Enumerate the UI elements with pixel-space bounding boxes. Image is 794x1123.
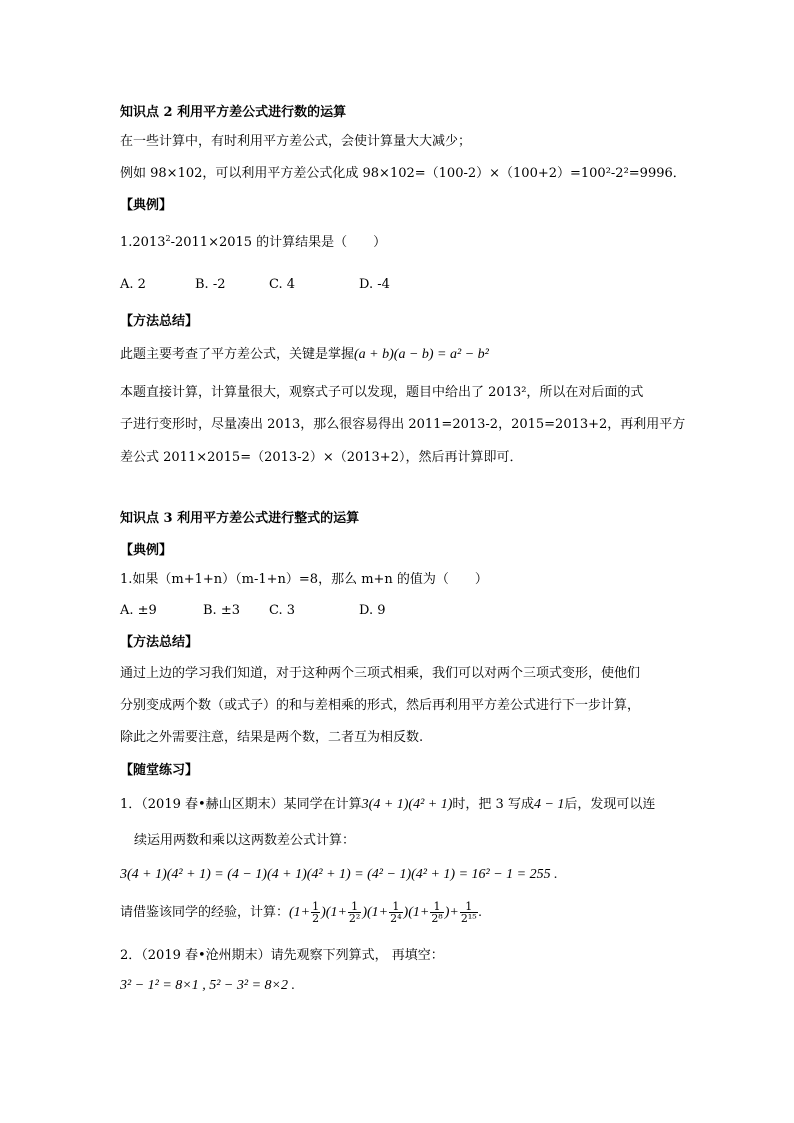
summary-formula: (a + b)(a − b) = a² − b² (354, 347, 489, 362)
option-a: A. ±9 (120, 603, 157, 618)
option-d: D. 9 (359, 603, 386, 618)
fraction-4: $\frac{1}{\text{2⁸}}$ (431, 900, 443, 925)
fraction-2: $\frac{1}{\text{2²}}$ (348, 900, 361, 925)
option-c: C. 4 (269, 277, 296, 292)
summary-3-line-2: 分别变成两个数（或式子）的和与差相乘的形式，然后再利用平方差公式进行下一步计算， (120, 698, 641, 713)
practice-1-expr2: 4 − 1 (533, 797, 565, 812)
question-1-sup: 2 (165, 234, 171, 243)
section-3-title: 知识点 3 利用平方差公式进行整式的运算 (120, 511, 360, 526)
option-b: B. ±3 (203, 603, 240, 618)
option-c: C. 3 (269, 603, 296, 618)
method-summary-heading-2: 【方法总结】 (120, 635, 199, 650)
option-a: A. 2 (120, 277, 146, 292)
question-1-text-b: -2011×2015 的计算结果是（ ） (170, 235, 387, 250)
question-2: 1.如果（m+1+n）（m-1+n）=8，那么 m+n 的值为（ ） (120, 572, 488, 587)
section-2-example: 例如 98×102，可以利用平方差公式化成 98×102=（100-2）×（100+2）=100²-2²=9996． (120, 166, 686, 181)
question-1 (120, 234, 386, 252)
practice-1-text-b: 时，把 3 写成 (452, 797, 534, 812)
explanation-line-1: 本题直接计算，计算量很大，观察式子可以发现，题目中给出了 2013²，所以在对后面的式 (120, 385, 644, 400)
practice-1-text-c: 后，发现可以连 (564, 797, 656, 812)
fraction-3: $\frac{1}{\text{2⁴}}$ (390, 900, 402, 925)
option-b: B. -2 (195, 277, 226, 292)
practice-1-expr: 3(4 + 1)(4² + 1) (361, 797, 453, 812)
summary-text: 此题主要考查了平方差公式，关键是掌握 (120, 347, 355, 362)
practice-2-formula: 3² − 1² = 8×1 , 5² − 3² = 8×2 . (120, 978, 295, 993)
summary-line (120, 346, 489, 364)
practice-heading: 【随堂练习】 (120, 763, 199, 778)
example-heading-2: 【典例】 (120, 543, 173, 558)
practice-2: 2．（2019 春•沧州期末）请先观察下列算式， 再填空： (120, 948, 444, 963)
fraction-5: $\frac{1}{\text{2¹⁵}}$ (460, 900, 477, 925)
explanation-line-3: 差公式 2011×2015=（2013-2）×（2013+2），然后再计算即可． (120, 450, 523, 465)
practice-1-ask: 请借鉴该同学的经验，计算：(1+ $\frac{1}{2}$ )(1+ $\frac{1}{\text{2²}}$ )(1+ $\frac{1}{\text{2⁴}}$ )(1+ $\frac{1}{\text{2⁸}}$ )+ $\frac{1}{\text{2¹⁵}}$ . (120, 900, 483, 925)
question-1-text-a: 1.2013 (120, 235, 166, 250)
summary-3-line-1: 通过上边的学习我们知道，对于这种两个三项式相乘，我们可以对两个三项式变形，使他们 (120, 666, 641, 681)
explanation-line-2: 子进行变形时，尽量凑出 2013，那么很容易得出 2011=2013-2，2015=2013+2，再利用平方 (120, 417, 686, 432)
method-summary-heading: 【方法总结】 (120, 314, 199, 329)
section-2-intro: 在一些计算中，有时利用平方差公式，会使计算量大大减少； (120, 134, 472, 149)
practice-1-line-2: 续运用两数和乘以这两数差公式计算： (134, 833, 356, 848)
fraction-1: $\frac{1}{2}$ (312, 900, 320, 925)
example-heading: 【典例】 (120, 198, 173, 213)
summary-3-line-3: 除此之外需要注意，结果是两个数，二者互为相反数. (120, 730, 424, 745)
practice-1-ask-text: 请借鉴该同学的经验，计算： (120, 905, 290, 920)
section-2-title: 知识点 2 利用平方差公式进行数的运算 (120, 105, 347, 120)
option-d: D. -4 (359, 277, 390, 292)
practice-1 (120, 796, 655, 814)
practice-1-formula: 3(4 + 1)(4² + 1) = (4 − 1)(4 + 1)(4² + 1) = (4² − 1)(4² + 1) = 16² − 1 = 255 . (120, 867, 558, 882)
question-2-options (120, 602, 386, 620)
question-1-options (120, 276, 390, 294)
practice-1-text-a: 1．（2019 春•赫山区期末）某同学在计算 (120, 797, 362, 812)
